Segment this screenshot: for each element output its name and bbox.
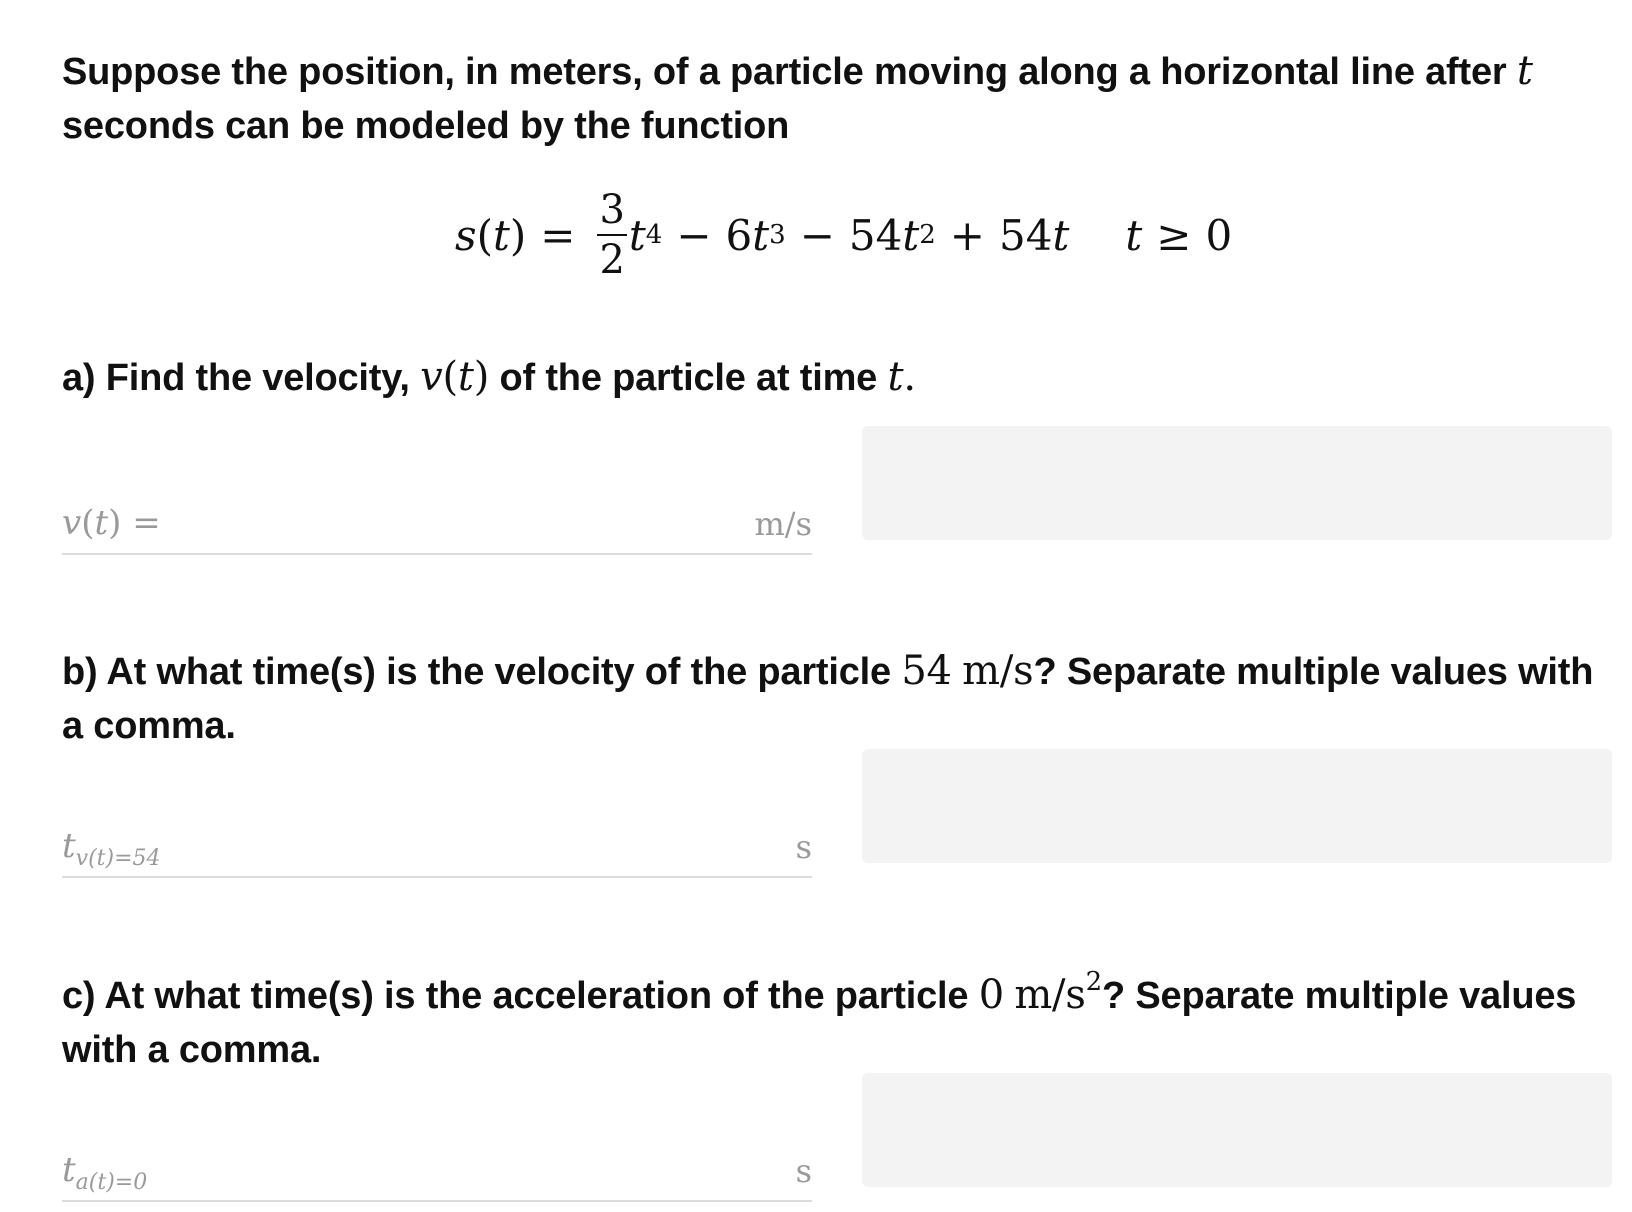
- part-b-tail2: a comma.: [62, 705, 236, 747]
- position-equation: s ( t ) = $\frac{3}{2}$ t 4 − 6 t 3 − 54 t 2 + 54 t t ≥ 0: [455, 187, 1233, 283]
- eq-frac-den: 2: [599, 237, 625, 283]
- part-a-question: a) Find the velocity, v(t) of the particle at time t.: [62, 354, 916, 400]
- eq-term4-coef: 54: [999, 210, 1053, 260]
- part-a-answer-prefix: v(t) =: [62, 503, 161, 543]
- part-b-tail1: ? Separate multiple values with: [1033, 651, 1594, 693]
- part-c-unit-exp: 2: [1085, 967, 1102, 997]
- eq-equals: =: [540, 210, 576, 260]
- part-a-answer-unit: m/s: [754, 505, 812, 543]
- eq-lhs-var: t: [492, 210, 510, 260]
- eq-domain-geq: ≥: [1156, 210, 1192, 260]
- part-c-unit: m/s: [1014, 972, 1086, 1018]
- part-c-value: 0: [978, 972, 1004, 1018]
- part-b-lead: b) At what time(s) is the velocity of the particle: [62, 651, 891, 693]
- part-b-value: 54: [901, 648, 952, 694]
- part-c-answer-input[interactable]: [192, 1155, 682, 1190]
- part-a-v: v: [420, 354, 443, 400]
- part-a-answer-input[interactable]: [182, 508, 682, 543]
- intro-line1: Suppose the position, in meters, of a particle moving along a horizontal line after: [62, 51, 1507, 93]
- eq-minus-1: −: [676, 210, 712, 260]
- eq-term3-coef: 54: [848, 210, 903, 260]
- part-c-feedback-box: [862, 1073, 1612, 1187]
- eq-term4-var: t: [1052, 210, 1070, 260]
- part-a-lead: a) Find the velocity,: [62, 357, 410, 399]
- part-b-answer-input[interactable]: [212, 831, 682, 866]
- eq-term2-var: t: [752, 210, 770, 260]
- eq-plus: +: [949, 210, 985, 260]
- part-b-question: [62, 644, 1622, 753]
- intro-variable-t: t: [1516, 48, 1533, 94]
- part-a-period: .: [903, 354, 916, 400]
- eq-domain-val: 0: [1205, 210, 1233, 260]
- eq-fraction: [597, 187, 626, 283]
- part-b-unit: m/s: [962, 648, 1034, 694]
- part-b-feedback-box: [862, 749, 1612, 863]
- part-c-answer-unit: s: [795, 1152, 812, 1190]
- part-b-answer-row[interactable]: [62, 796, 812, 878]
- part-a-t: t: [457, 354, 474, 400]
- part-a-mid: of the particle at time: [499, 357, 878, 399]
- intro-line2: seconds can be modeled by the function: [62, 105, 790, 147]
- part-c-tail1: ? Separate multiple values: [1102, 975, 1577, 1017]
- part-a-feedback-box: [862, 426, 1612, 540]
- part-c-answer-row[interactable]: [62, 1120, 812, 1202]
- eq-term3-var: t: [902, 210, 920, 260]
- part-c-lead: c) At what time(s) is the acceleration of the particle: [62, 975, 969, 1017]
- part-c-tail2: with a comma.: [62, 1029, 322, 1071]
- eq-minus-2: −: [799, 210, 835, 260]
- part-c-question: [62, 968, 1622, 1077]
- part-b-answer-unit: s: [795, 828, 812, 866]
- eq-term1-var: t: [628, 210, 646, 260]
- eq-domain-var: t: [1125, 210, 1143, 260]
- eq-lhs-fn: s: [455, 210, 477, 260]
- intro-paragraph: [62, 44, 1622, 153]
- part-b-answer-prefix: $t_{v(t)=54}$: [62, 826, 161, 871]
- eq-frac-num: 3: [599, 187, 625, 233]
- part-a-t2: t: [887, 354, 904, 400]
- part-c-answer-prefix: $t_{a(t)=0}$: [62, 1150, 148, 1195]
- part-a-answer-row[interactable]: [62, 473, 812, 555]
- eq-term2-coef: 6: [725, 210, 753, 260]
